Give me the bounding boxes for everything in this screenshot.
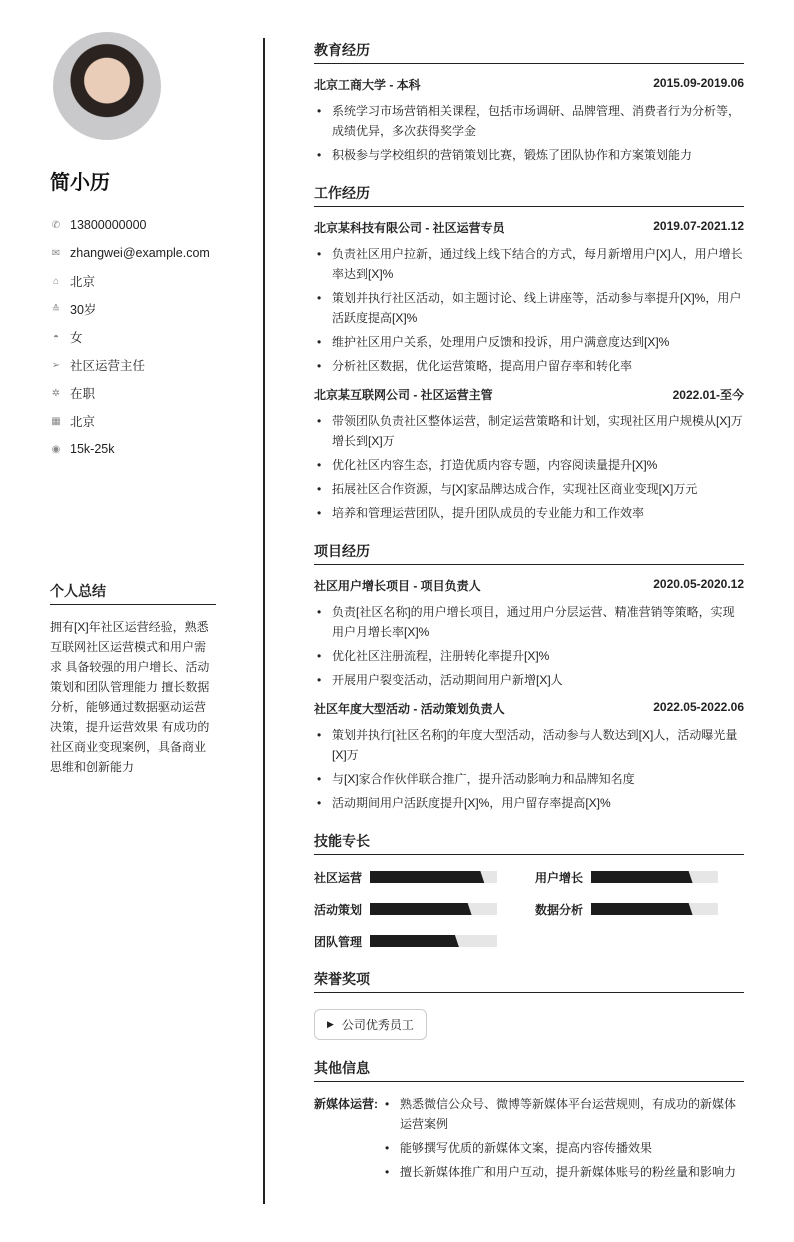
- info-text: 北京: [70, 415, 96, 429]
- phone-icon: ✆: [51, 219, 61, 231]
- list-item: • 能够撰写优质的新媒体文案，提高内容传播效果: [382, 1138, 744, 1158]
- info-row: [50, 239, 216, 267]
- list-item: • 熟悉微信公众号、微博等新媒体平台运营规则，有成功的新媒体运营案例: [382, 1094, 744, 1134]
- list-item: • 负责社区用户拉新，通过线上线下结合的方式，每月新增用户[X]人，用户增长率达到[X]%: [314, 244, 744, 284]
- list-item: • 负责[社区名称]的用户增长项目，通过用户分层运营、精准营销等策略，实现用户月增长率[X]%: [314, 602, 744, 642]
- entry-date: 2015.09-2019.06: [653, 76, 744, 90]
- bullet-list: [314, 602, 744, 690]
- status-icon: ✲: [51, 387, 61, 399]
- skill-bar-fill: [370, 935, 459, 947]
- list-item: • 开展用户裂变活动，活动期间用户新增[X]人: [314, 670, 744, 690]
- info-text: 30岁: [70, 303, 97, 317]
- info-text: 13800000000: [70, 218, 147, 232]
- entry-date: 2019.07-2021.12: [653, 219, 744, 233]
- skill-item: [535, 867, 744, 887]
- skills-grid: [314, 867, 744, 951]
- list-item: • 培养和管理运营团队，提升团队成员的专业能力和工作效率: [314, 503, 744, 523]
- skill-bar-fill: [591, 903, 693, 915]
- skill-name: 团队管理: [314, 934, 363, 949]
- list-item: • 维护社区用户关系，处理用户反馈和投诉，用户满意度达到[X]%: [314, 332, 744, 352]
- skill-bar-fill: [370, 903, 472, 915]
- main-content: [314, 40, 744, 1214]
- bullet-list: [314, 411, 744, 523]
- skills-section: [314, 831, 744, 951]
- bullet-list: [314, 244, 744, 376]
- entry-date: 2022.05-2022.06: [653, 700, 744, 714]
- list-item: • 策划并执行[社区名称]的年度大型活动，活动参与人数达到[X]人，活动曝光量[X]万: [314, 725, 744, 765]
- summary-text: 拥有[X]年社区运营经验，熟悉互联网社区运营模式和用户需求 具备较强的用户增长、活动策划和团队管理能力 擅长数据分析，能够通过数据驱动运营决策，提升运营效果 有成功的社区商业变现案例，具备商业思维和创新能力: [50, 620, 210, 774]
- info-text: 女: [70, 331, 83, 345]
- info-text: 15k-25k: [70, 442, 115, 456]
- mail-icon: ✉: [51, 247, 61, 259]
- list-item: • 活动期间用户活跃度提升[X]%，用户留存率提高[X]%: [314, 793, 744, 813]
- work-section: [314, 183, 744, 523]
- list-item: • 拓展社区合作资源，与[X]家品牌达成合作，实现社区商业变现[X]万元: [314, 479, 744, 499]
- skill-bar: [591, 871, 718, 883]
- building-icon: ▦: [51, 415, 61, 427]
- other-info: [314, 1094, 744, 1196]
- skills-title: 技能专长: [314, 831, 744, 855]
- bullet-list: [382, 1094, 744, 1186]
- work-title: 工作经历: [314, 183, 744, 207]
- skill-name: 社区运营: [314, 870, 363, 885]
- awards-title: 荣誉奖项: [314, 969, 744, 993]
- list-item: • 带领团队负责社区整体运营，制定运营策略和计划，实现社区用户规模从[X]万增长到[X]万: [314, 411, 744, 451]
- other-section: [314, 1058, 744, 1196]
- skill-item: [314, 899, 535, 919]
- contact-info: [50, 211, 216, 463]
- projects-title: 项目经历: [314, 541, 744, 565]
- entry-name: 社区用户增长项目 - 项目负责人: [314, 579, 481, 593]
- info-row: [50, 295, 216, 323]
- list-item: • 与[X]家合作伙伴联合推广，提升活动影响力和品牌知名度: [314, 769, 744, 789]
- award-badge[interactable]: [314, 1009, 427, 1040]
- info-row: [50, 211, 216, 239]
- awards-section: [314, 969, 744, 1040]
- info-row: [50, 267, 216, 295]
- skill-bar-fill: [591, 871, 693, 883]
- info-text: 社区运营主任: [70, 359, 146, 373]
- info-row: [50, 323, 216, 351]
- skill-name: 用户增长: [535, 870, 584, 885]
- entry-name: 北京工商大学 - 本科: [314, 78, 421, 92]
- skill-bar-fill: [370, 871, 484, 883]
- info-row: [50, 351, 216, 379]
- bullet-list: [314, 101, 744, 165]
- list-item: • 优化社区注册流程，注册转化率提升[X]%: [314, 646, 744, 666]
- list-item: • 擅长新媒体推广和用户互动，提升新媒体账号的粉丝量和影响力: [382, 1162, 744, 1182]
- send-icon: ➢: [51, 359, 61, 371]
- info-text: 在职: [70, 387, 96, 401]
- entry-header: [314, 700, 744, 717]
- skill-name: 活动策划: [314, 902, 363, 917]
- bullet-list: [314, 725, 744, 813]
- info-text: 北京: [70, 275, 96, 289]
- entry-header: [314, 386, 744, 403]
- list-item: • 积极参与学校组织的营销策划比赛，锻炼了团队协作和方案策划能力: [314, 145, 744, 165]
- entry-name: 社区年度大型活动 - 活动策划负责人: [314, 702, 505, 716]
- info-text: zhangwei@example.com: [70, 246, 210, 260]
- column-divider: [263, 38, 265, 1204]
- skill-item: [535, 899, 744, 919]
- age-icon: ≙: [51, 303, 61, 315]
- skill-bar: [370, 871, 497, 883]
- other-title: 其他信息: [314, 1058, 744, 1082]
- skill-item: [314, 867, 535, 887]
- projects-section: [314, 541, 744, 813]
- skill-bar: [370, 935, 497, 947]
- home-icon: ⌂: [52, 275, 60, 287]
- education-title: 教育经历: [314, 40, 744, 64]
- triangle-right-icon: ▶: [327, 1019, 334, 1029]
- entry-name: 北京某科技有限公司 - 社区运营专员: [314, 221, 505, 235]
- info-row: [50, 379, 216, 407]
- entry-date: 2020.05-2020.12: [653, 577, 744, 591]
- entry-header: [314, 219, 744, 236]
- sidebar: [50, 32, 216, 777]
- list-item: • 优化社区内容生态，打造优质内容专题，内容阅读量提升[X]%: [314, 455, 744, 475]
- summary-title: 个人总结: [50, 581, 216, 605]
- info-row: [50, 435, 216, 463]
- education-section: [314, 40, 744, 165]
- gender-icon: ◓: [52, 331, 60, 343]
- list-item: • 系统学习市场营销相关课程，包括市场调研、品牌管理、消费者行为分析等，成绩优异，多次获得奖学金: [314, 101, 744, 141]
- list-item: • 分析社区数据，优化运营策略，提高用户留存率和转化率: [314, 356, 744, 376]
- entry-name: 北京某互联网公司 - 社区运营主管: [314, 388, 493, 402]
- entry-header: [314, 577, 744, 594]
- entry-header: [314, 76, 744, 93]
- award-name: 公司优秀员工: [341, 1018, 414, 1032]
- other-key: 新媒体运营:: [314, 1097, 378, 1111]
- skill-bar: [370, 903, 497, 915]
- salary-icon: ◉: [51, 443, 61, 455]
- skill-name: 数据分析: [535, 902, 584, 917]
- skill-bar: [591, 903, 718, 915]
- skill-item: [314, 931, 535, 951]
- entry-date: 2022.01-至今: [672, 388, 744, 402]
- profile-name: 简小历: [50, 172, 110, 194]
- avatar: [53, 32, 161, 140]
- info-row: [50, 407, 216, 435]
- list-item: • 策划并执行社区活动，如主题讨论、线上讲座等，活动参与率提升[X]%，用户活跃度提高[X]%: [314, 288, 744, 328]
